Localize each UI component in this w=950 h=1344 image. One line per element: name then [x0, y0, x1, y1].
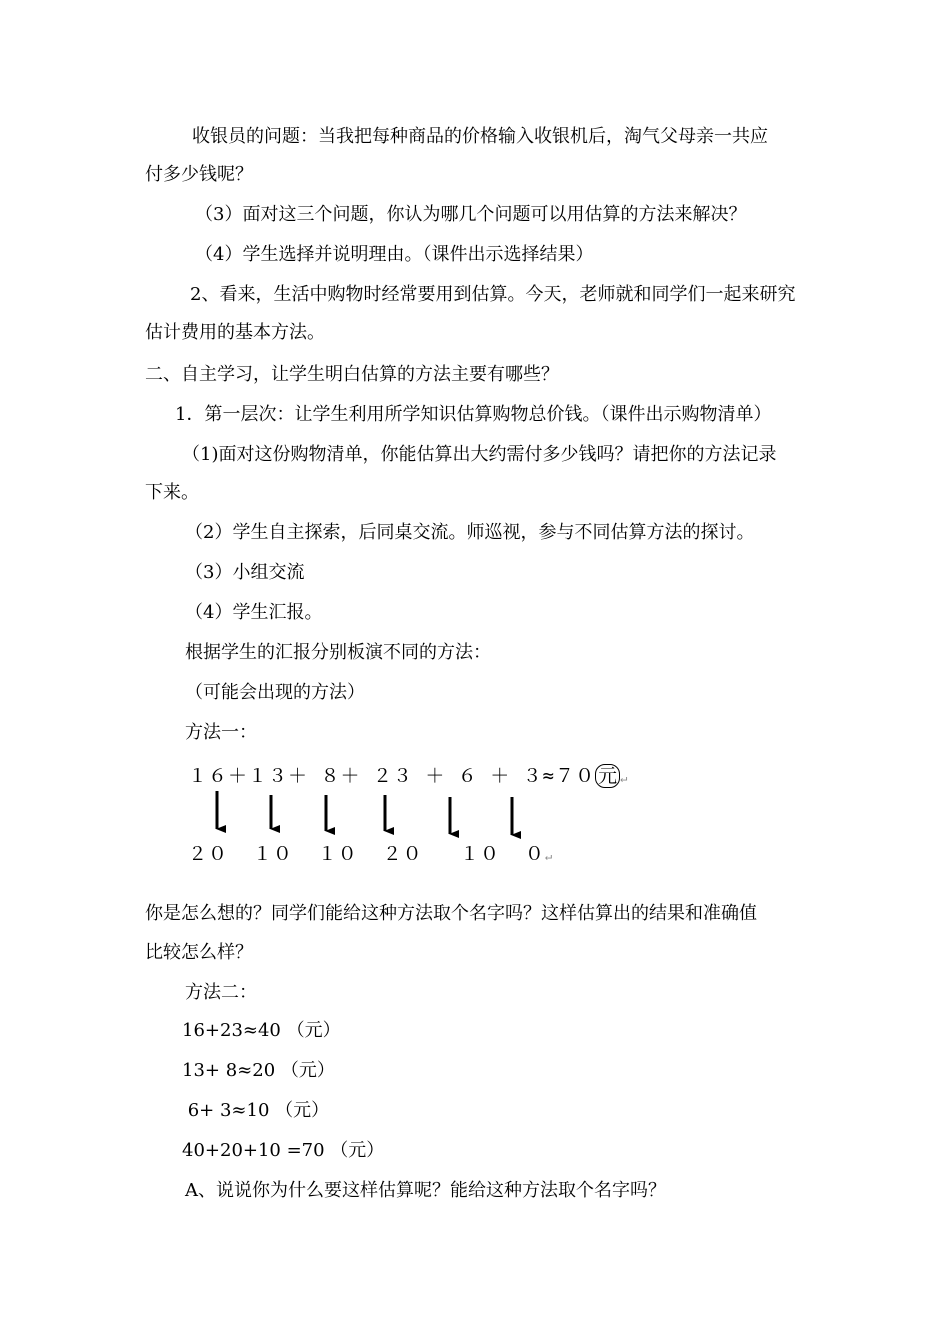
section-heading-self-study: 二、自主学习，让学生明白估算的方法主要有哪些？ [145, 364, 559, 385]
paragraph-question-line1: 你是怎么想的？同学们能给这种方法取个名字吗？这样估算出的结果和准确值 [145, 903, 757, 924]
method-one-label: 方法一： [185, 722, 257, 743]
paragraph-possible-methods: （可能会出现的方法） [185, 682, 365, 703]
paragraph-question-line2: 比较怎么样？ [145, 942, 253, 963]
paragraph-cashier-question-line1: 收银员的问题：当我把每种商品的价格输入收银机后，淘气父母亲一共应 [192, 126, 768, 147]
paragraph-step-2: （2）学生自主探索，后同桌交流。师巡视，参与不同估算方法的探讨。 [185, 522, 755, 543]
return-mark-icon: ↵ [544, 849, 553, 863]
method-two-calc-4: 40+20+10 =70 （元） [182, 1140, 385, 1161]
paragraph-point-2-line2: 估计费用的基本方法。 [145, 322, 325, 343]
return-mark-icon: ↵ [620, 771, 628, 785]
paragraph-item-4: （4）学生选择并说明理由。（课件出示选择结果） [195, 244, 594, 265]
method-one-rounded-values [188, 842, 552, 868]
method-two-calc-3: 6+ 3≈10 （元） [182, 1100, 330, 1121]
paragraph-cashier-question-line2: 付多少钱呢？ [145, 164, 253, 185]
paragraph-item-3: （3）面对这三个问题，你认为哪几个问题可以用估算的方法来解决？ [195, 204, 747, 225]
paragraph-question-a: A、说说你为什么要这样估算呢？能给这种方法取个名字吗？ [185, 1180, 666, 1201]
method-two-calc-2: 13+ 8≈20 （元） [182, 1060, 335, 1081]
method-two-label: 方法二： [185, 982, 257, 1003]
paragraph-step-4: （4）学生汇报。 [185, 602, 323, 623]
method-two-calc-1: 16+23≈40 （元） [182, 1020, 341, 1041]
rounded-values-text: ２０ １０ １０ ２０ １０ ０ [188, 843, 545, 865]
paragraph-level-1: 1．第一层次：让学生利用所学知识估算购物总价钱。（课件出示购物清单） [175, 404, 772, 425]
paragraph-point-2-line1: 2、看来，生活中购物时经常要用到估算。今天，老师就和同学们一起来研究 [190, 284, 796, 305]
paragraph-step-3: （3）小组交流 [185, 562, 305, 583]
paragraph-board-demo: 根据学生的汇报分别板演不同的方法： [185, 642, 491, 663]
yuan-circled-unit: 元 [595, 764, 620, 788]
paragraph-step-1-line2: 下来。 [145, 482, 199, 503]
paragraph-step-1-line1: （1)面对这份购物清单，你能估算出大约需付多少钱吗？请把你的方法记录 [182, 444, 777, 465]
equation-text: １６＋１３＋ ８＋ ２３ ＋ ６ ＋ ３≈７０ [188, 765, 596, 787]
